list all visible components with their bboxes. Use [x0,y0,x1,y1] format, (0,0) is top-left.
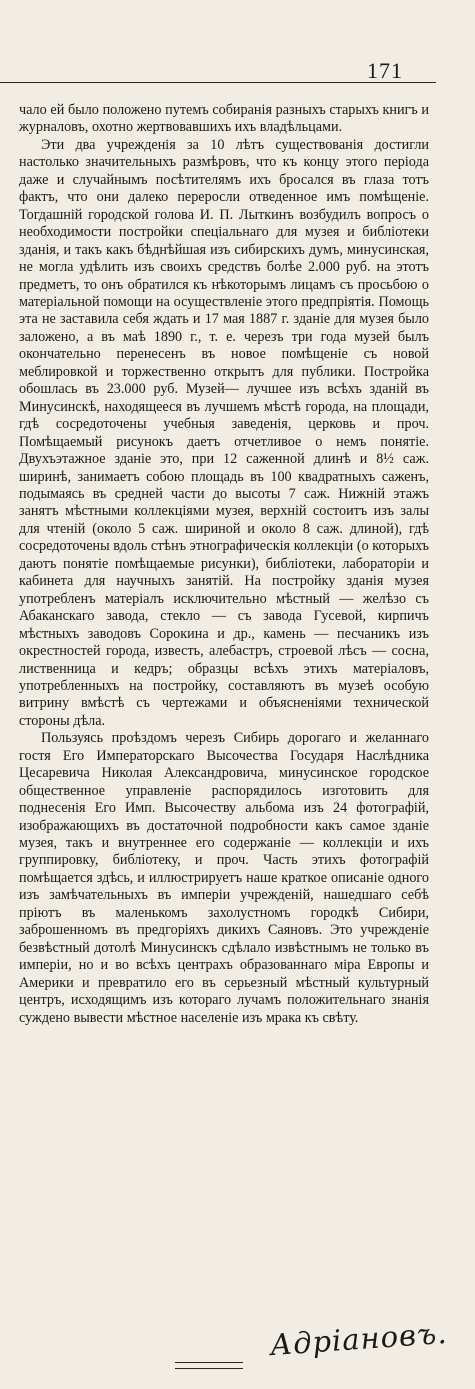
paragraph: Эти два учрежденія за 10 лѣтъ существованія достигли настолько значительныхъ размѣровъ, что къ концу этого періода даже и случайнымъ посѣтителямъ ихъ бросался въ глаза тотъ фактъ, что они далеко переросли отведенное имъ помѣщеніе. Тогдашній городской голова И. П. Лыткинъ возбудилъ вопросъ о необходимости постройки спеціальнаго для музея и библіотеки зданія, и такъ какъ бѣднѣйшая изъ сибирскихъ думъ, минусинская, не могла удѣлить изъ своихъ средствъ болѣе 2.000 руб. на этотъ предметъ, то онъ обратился къ нѣкоторымъ лицамъ съ просьбою о матеріальной помощи на осуществленіе этого предпріятія. Помощь эта не заставила себя ждать и 17 мая 1887 г. зданіе для музея было заложено, а въ маѣ 1890 г., т. е. черезъ три года музей былъ окончательно перенесенъ въ новое помѣщеніе съ новой меблировкой и торжественно открытъ для публики. Постройка обошлась въ 23.000 руб. Музей— лучшее изъ всѣхъ зданій въ Минусинскѣ, находящееся въ лучшемъ мѣстѣ города, на площади, гдѣ сосредоточены учебныя заведенія, церковь и проч. Помѣщаемый рисунокъ даетъ отчетливое о немъ понятіе. Двухъэтажное зданіе это, при 12 саженной длинѣ и 8½ саж. ширинѣ, занимаетъ собою площадь въ 100 квадратныхъ саженъ, подымаясь въ средней части до высоты 7 саж. Нижній этажъ занятъ мѣстными коллекціями музея, верхній состоитъ изъ залы для чтеній (около 5 саж. шириной и около 8 саж. длиной), гдѣ сосредоточены вдоль стѣнъ этнографическія коллекціи (о которыхъ даютъ понятіе помѣщаемые рисунки), библіотеки, лабораторіи и кабинета для научныхъ занятій. На постройку зданія музея употребленъ матеріалъ исключительно мѣстный — желѣзо съ Абаканскаго завода, стекло — съ завода Гусевой, кирпичъ мѣстныхъ заводовъ Сорокина и др., камень — песчаникъ изъ окрестностей города, известь, алебастръ, строевой лѣсъ — сосна, лиственница и кедръ; образцы всѣхъ этихъ матеріаловъ, употребленныхъ на постройку, составляютъ въ музеѣ особую витрину вмѣстѣ съ чертежами и объясненіями технической стороны дѣла. [19,136,429,729]
author-signature: Адріановъ. [269,1315,449,1363]
body-text [19,102,429,1027]
header-rule [0,82,436,83]
end-rule [175,1362,243,1369]
page-number: 171 [367,58,403,83]
paragraph: чало ей было положено путемъ собиранія разныхъ старыхъ книгъ и журналовъ, охотно жертвовавшихъ ихъ владѣльцами. [19,102,429,136]
paragraph: Пользуясь проѣздомъ черезъ Сибирь дорогаго и желаннаго гостя Его Императорскаго Высочества Государя Наслѣдника Цесаревича Николая Александровича, минусинское городское общественное управленіе распорядилось изготовить для поднесенія Его Имп. Высочеству альбома изъ 24 фотографій, изображающихъ въ достаточной подробности какъ самое зданіе музея, такъ и внутреннее его содержаніе — коллекціи и ихъ группировку, библіотеку, и проч. Часть этихъ фотографій помѣщается здѣсь, и иллюстрируетъ наше краткое описаніе одного изъ замѣчательныхъ въ имперіи учрежденій, нашедшаго себѣ пріютъ въ маленькомъ захолустномъ городкѣ Сибири, заброшенномъ въ предгоріяхъ дикихъ Саяновъ. Это учрежденіе безвѣстный дотолѣ Минусинскъ сдѣлало извѣстнымъ не только въ имперіи, но и во всѣхъ центрахъ образованнаго міра Европы и Америки и превратило его въ серьезный мѣстный культурный центръ, исходящимъ изъ котораго лучамъ положительнаго знанія суждено вывести мѣстное населеніе изъ мрака къ свѣту. [19,730,429,1026]
